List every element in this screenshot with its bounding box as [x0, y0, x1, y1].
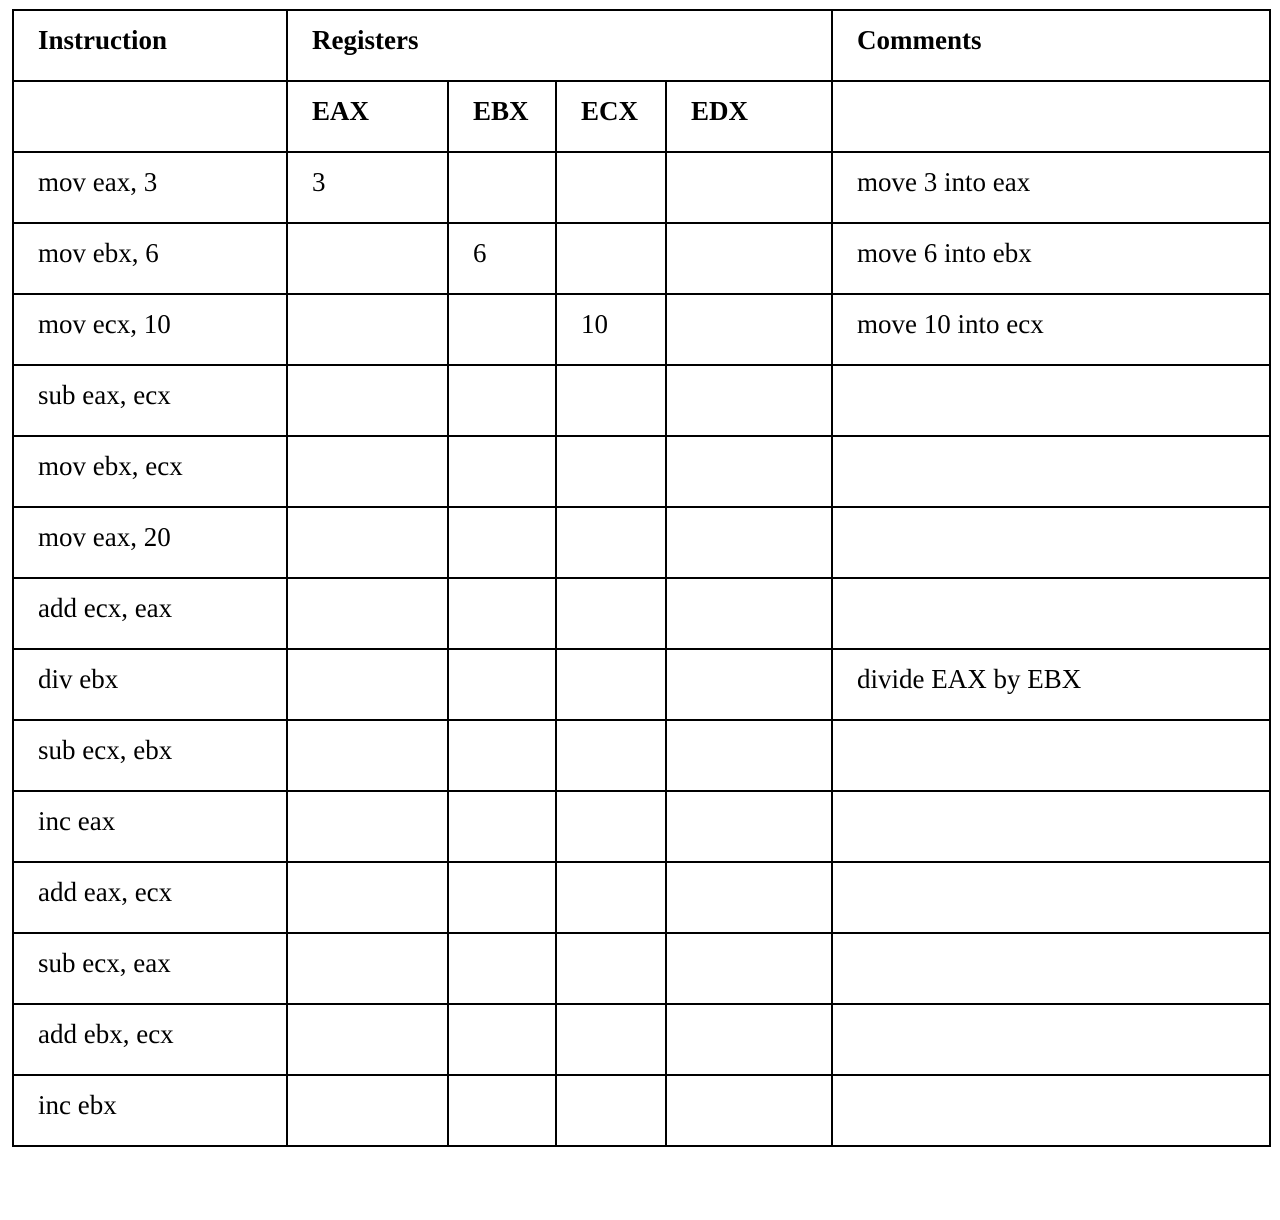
- instruction-cell: [13, 862, 287, 933]
- instruction-cell-text: inc ebx: [38, 1090, 117, 1120]
- comment-cell-text: [857, 508, 1269, 522]
- ebx-cell-text: [473, 934, 555, 948]
- instruction-cell-text: div ebx: [38, 664, 119, 694]
- edx-cell: [666, 1004, 832, 1075]
- eax-cell-text: [312, 366, 447, 380]
- instruction-cell: [13, 507, 287, 578]
- comment-cell-text: [857, 1005, 1269, 1019]
- comment-cell: [832, 649, 1270, 720]
- ebx-cell: [448, 720, 556, 791]
- comment-cell: [832, 720, 1270, 791]
- ebx-cell: [448, 507, 556, 578]
- ecx-cell-text: [581, 721, 665, 735]
- eax-cell-text: 3: [312, 167, 326, 197]
- instruction-cell-text: sub ecx, ebx: [38, 735, 173, 765]
- ecx-cell-text: [581, 863, 665, 877]
- table-row: [13, 436, 1270, 507]
- comment-cell-text: [857, 1076, 1269, 1090]
- eax-cell-text: [312, 295, 447, 309]
- comment-cell-text: [857, 863, 1269, 877]
- header-comments-label: Comments: [857, 25, 982, 55]
- ebx-cell: [448, 791, 556, 862]
- ecx-cell-text: [581, 1005, 665, 1019]
- header-instruction-label: Instruction: [38, 25, 168, 55]
- edx-cell: [666, 1075, 832, 1146]
- comment-cell: [832, 507, 1270, 578]
- ecx-cell-text: [581, 437, 665, 451]
- ecx-cell: [556, 152, 666, 223]
- subheader-ebx-label: EBX: [473, 96, 529, 126]
- instruction-cell: [13, 1004, 287, 1075]
- edx-cell-text: [691, 1005, 831, 1019]
- subheader-eax: [287, 81, 448, 152]
- instruction-cell: [13, 1075, 287, 1146]
- instruction-cell: [13, 436, 287, 507]
- header-registers-label: Registers: [312, 25, 419, 55]
- instruction-cell-text: add ecx, eax: [38, 593, 173, 623]
- ecx-cell: [556, 1075, 666, 1146]
- ebx-cell-text: [473, 1005, 555, 1019]
- instruction-cell: [13, 365, 287, 436]
- edx-cell-text: [691, 295, 831, 309]
- ebx-cell-text: [473, 295, 555, 309]
- comment-cell: [832, 578, 1270, 649]
- ebx-cell-text: [473, 437, 555, 451]
- ecx-cell-text: [581, 508, 665, 522]
- ecx-cell-text: [581, 650, 665, 664]
- edx-cell-text: [691, 366, 831, 380]
- edx-cell: [666, 223, 832, 294]
- ecx-cell: [556, 862, 666, 933]
- ecx-cell-text: [581, 224, 665, 238]
- ebx-cell-text: [473, 792, 555, 806]
- edx-cell: [666, 578, 832, 649]
- table-row: [13, 933, 1270, 1004]
- header-instruction: [13, 10, 287, 81]
- edx-cell-text: [691, 224, 831, 238]
- comment-cell: [832, 862, 1270, 933]
- ecx-cell-text: [581, 792, 665, 806]
- ecx-cell: [556, 223, 666, 294]
- edx-cell-text: [691, 721, 831, 735]
- edx-cell-text: [691, 579, 831, 593]
- edx-cell: [666, 152, 832, 223]
- ebx-cell-text: [473, 153, 555, 167]
- eax-cell: [287, 862, 448, 933]
- ecx-cell: [556, 436, 666, 507]
- eax-cell-text: [312, 224, 447, 238]
- ecx-cell-text: [581, 579, 665, 593]
- eax-cell: [287, 649, 448, 720]
- ebx-cell-text: [473, 863, 555, 877]
- edx-cell: [666, 933, 832, 1004]
- table-row: [13, 578, 1270, 649]
- eax-cell-text: [312, 579, 447, 593]
- ecx-cell: [556, 507, 666, 578]
- table-row: [13, 365, 1270, 436]
- ecx-cell-text: [581, 1076, 665, 1090]
- edx-cell-text: [691, 863, 831, 877]
- eax-cell: [287, 1004, 448, 1075]
- subheader-edx-label: EDX: [691, 96, 749, 126]
- instruction-cell-text: mov eax, 20: [38, 522, 171, 552]
- ebx-cell-text: 6: [473, 238, 487, 268]
- subheader-edx: [666, 81, 832, 152]
- comment-cell-text: move 6 into ebx: [857, 238, 1032, 268]
- table-row: [13, 507, 1270, 578]
- eax-cell-text: [312, 721, 447, 735]
- ebx-cell: [448, 578, 556, 649]
- instruction-cell-text: mov eax, 3: [38, 167, 158, 197]
- ebx-cell: [448, 294, 556, 365]
- table-row: [13, 791, 1270, 862]
- instruction-cell: [13, 223, 287, 294]
- comment-cell: [832, 791, 1270, 862]
- edx-cell-text: [691, 792, 831, 806]
- eax-cell-text: [312, 792, 447, 806]
- instruction-cell: [13, 578, 287, 649]
- comment-cell: [832, 436, 1270, 507]
- comment-cell-text: [857, 366, 1269, 380]
- eax-cell: [287, 933, 448, 1004]
- instruction-cell: [13, 720, 287, 791]
- ecx-cell-text: [581, 153, 665, 167]
- header-registers: [287, 10, 832, 81]
- edx-cell-text: [691, 437, 831, 451]
- instruction-cell-text: inc eax: [38, 806, 116, 836]
- instruction-cell: [13, 152, 287, 223]
- comment-cell: [832, 933, 1270, 1004]
- instruction-cell: [13, 933, 287, 1004]
- comment-cell-text: [857, 437, 1269, 451]
- edx-cell-text: [691, 934, 831, 948]
- eax-cell: [287, 436, 448, 507]
- eax-cell: [287, 1075, 448, 1146]
- header-row: [13, 10, 1270, 81]
- edx-cell-text: [691, 650, 831, 664]
- comment-cell: [832, 1075, 1270, 1146]
- edx-cell: [666, 436, 832, 507]
- instruction-cell: [13, 294, 287, 365]
- instruction-cell: [13, 791, 287, 862]
- ebx-cell: [448, 152, 556, 223]
- ebx-cell: [448, 436, 556, 507]
- comment-cell-text: [857, 792, 1269, 806]
- subheader-ecx-label: ECX: [581, 96, 639, 126]
- table-row: [13, 152, 1270, 223]
- edx-cell: [666, 294, 832, 365]
- eax-cell-text: [312, 650, 447, 664]
- eax-cell-text: [312, 1005, 447, 1019]
- table-row: [13, 1004, 1270, 1075]
- instruction-cell-text: add ebx, ecx: [38, 1019, 174, 1049]
- ebx-cell-text: [473, 508, 555, 522]
- ebx-cell-text: [473, 1076, 555, 1090]
- comment-cell-text: move 10 into ecx: [857, 309, 1044, 339]
- ebx-cell-text: [473, 650, 555, 664]
- ecx-cell: [556, 578, 666, 649]
- table-row: [13, 720, 1270, 791]
- ecx-cell-text: [581, 934, 665, 948]
- table-row: [13, 223, 1270, 294]
- subheader-ecx: [556, 81, 666, 152]
- eax-cell: [287, 365, 448, 436]
- eax-cell-text: [312, 1076, 447, 1090]
- ecx-cell-text: [581, 366, 665, 380]
- comment-cell-text: divide EAX by EBX: [857, 664, 1082, 694]
- subheader-ebx: [448, 81, 556, 152]
- eax-cell: [287, 223, 448, 294]
- eax-cell-text: [312, 508, 447, 522]
- comment-cell: [832, 152, 1270, 223]
- eax-cell: [287, 294, 448, 365]
- ebx-cell: [448, 649, 556, 720]
- edx-cell-text: [691, 1076, 831, 1090]
- register-trace-table: [12, 9, 1271, 1147]
- ebx-cell: [448, 1075, 556, 1146]
- instruction-cell-text: sub eax, ecx: [38, 380, 171, 410]
- comment-cell-text: [857, 579, 1269, 593]
- instruction-cell-text: mov ebx, ecx: [38, 451, 183, 481]
- edx-cell: [666, 365, 832, 436]
- header-comments: [832, 10, 1270, 81]
- eax-cell: [287, 578, 448, 649]
- comment-cell-text: [857, 934, 1269, 948]
- comment-cell-text: [857, 721, 1269, 735]
- instruction-cell-text: sub ecx, eax: [38, 948, 171, 978]
- eax-cell: [287, 791, 448, 862]
- instruction-cell-text: mov ebx, 6: [38, 238, 159, 268]
- ebx-cell-text: [473, 366, 555, 380]
- eax-cell-text: [312, 863, 447, 877]
- eax-cell: [287, 152, 448, 223]
- comment-cell: [832, 1004, 1270, 1075]
- comment-cell: [832, 223, 1270, 294]
- ebx-cell: [448, 365, 556, 436]
- ebx-cell-text: [473, 579, 555, 593]
- eax-cell: [287, 507, 448, 578]
- eax-cell-text: [312, 934, 447, 948]
- ebx-cell-text: [473, 721, 555, 735]
- edx-cell: [666, 862, 832, 933]
- edx-cell-text: [691, 508, 831, 522]
- edx-cell: [666, 507, 832, 578]
- ecx-cell: [556, 1004, 666, 1075]
- ecx-cell: [556, 294, 666, 365]
- comment-cell: [832, 365, 1270, 436]
- edx-cell-text: [691, 153, 831, 167]
- ecx-cell-text: 10: [581, 309, 608, 339]
- ecx-cell: [556, 365, 666, 436]
- subheader-blank-comments: [832, 81, 1270, 152]
- edx-cell: [666, 649, 832, 720]
- ecx-cell: [556, 720, 666, 791]
- table-row: [13, 1075, 1270, 1146]
- table-row: [13, 294, 1270, 365]
- subheader-eax-label: EAX: [312, 96, 370, 126]
- subheader-row: [13, 81, 1270, 152]
- instruction-cell-text: add eax, ecx: [38, 877, 173, 907]
- table-body: [13, 10, 1270, 1146]
- ecx-cell: [556, 933, 666, 1004]
- comment-cell-text: move 3 into eax: [857, 167, 1031, 197]
- ecx-cell: [556, 791, 666, 862]
- subheader-blank-instruction: [13, 81, 287, 152]
- ebx-cell: [448, 933, 556, 1004]
- ebx-cell: [448, 223, 556, 294]
- ebx-cell: [448, 862, 556, 933]
- instruction-cell-text: mov ecx, 10: [38, 309, 171, 339]
- edx-cell: [666, 720, 832, 791]
- edx-cell: [666, 791, 832, 862]
- table-row: [13, 862, 1270, 933]
- eax-cell: [287, 720, 448, 791]
- ebx-cell: [448, 1004, 556, 1075]
- comment-cell: [832, 294, 1270, 365]
- ecx-cell: [556, 649, 666, 720]
- eax-cell-text: [312, 437, 447, 451]
- table-row: [13, 649, 1270, 720]
- instruction-cell: [13, 649, 287, 720]
